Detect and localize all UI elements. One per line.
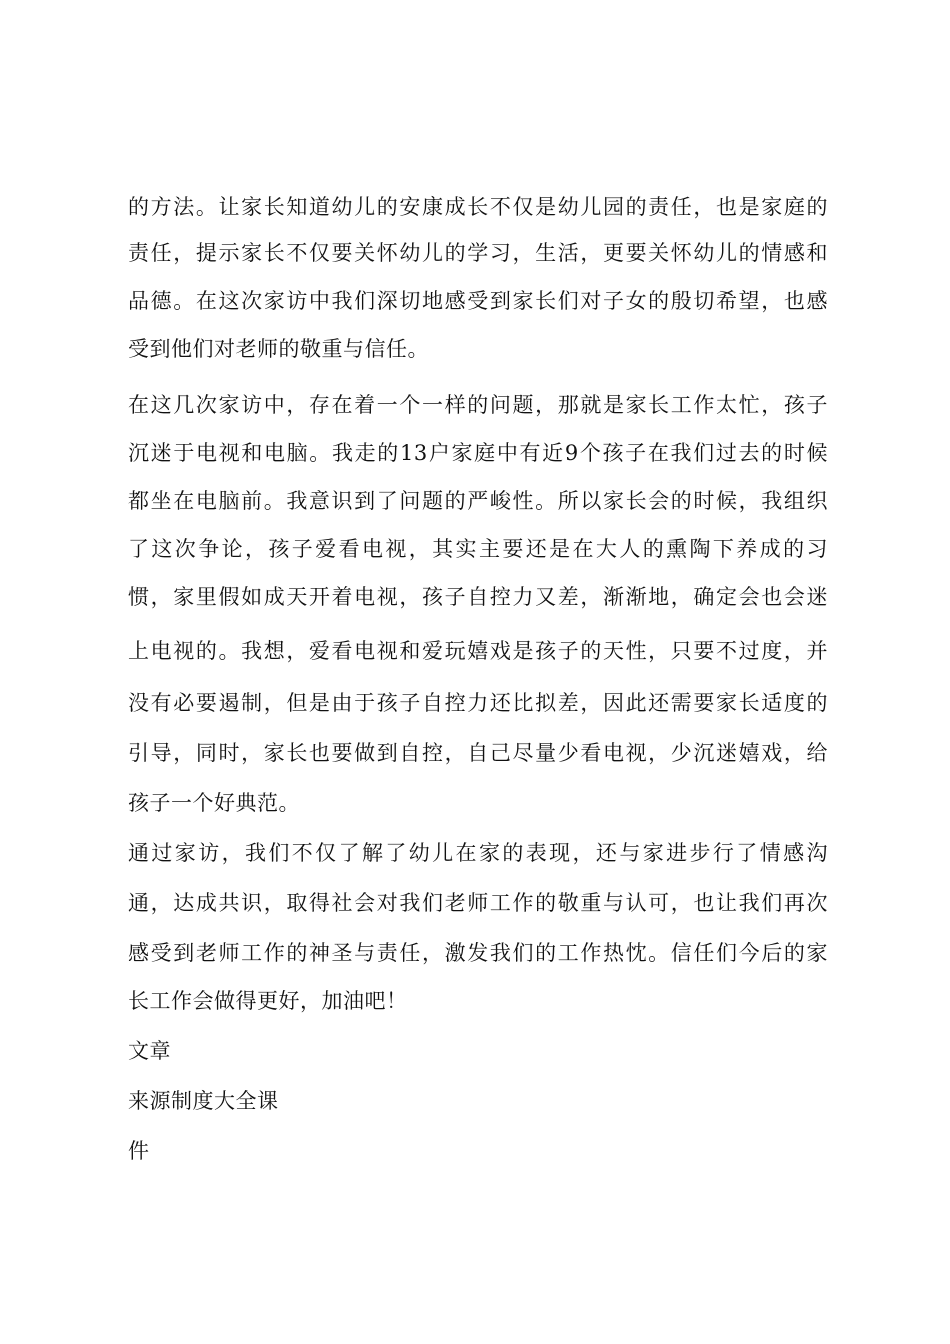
footer-line-2: 来源制度大全课 (128, 1089, 279, 1113)
paragraph-2-line-3: 都坐在电脑前。我意识到了问题的严峻性。所以家长会的时候，我组织 (128, 489, 828, 513)
paragraph-2-line-7: 没有必要遏制，但是由于孩子自控力还比拟差，因此还需要家长适度的 (128, 691, 828, 715)
paragraph-3-line-2: 通，达成共识，取得社会对我们老师工作的敬重与认可，也让我们再次 (128, 891, 828, 915)
paragraph-3-line-3: 感受到老师工作的神圣与责任，激发我们的工作热忱。信任们今后的家 (128, 941, 828, 965)
paragraph-1-line-1: 的方法。让家长知道幼儿的安康成长不仅是幼儿园的责任，也是家庭的 (128, 195, 828, 219)
paragraph-3-line-4: 长工作会做得更好，加油吧！ (128, 989, 408, 1013)
footer-line-3: 件 (128, 1139, 150, 1163)
paragraph-2-line-6: 上电视的。我想，爱看电视和爱玩嬉戏是孩子的天性，只要不过度，并 (128, 639, 828, 663)
paragraph-2-line-1: 在这几次家访中，存在着一个一样的问题，那就是家长工作太忙，孩子 (128, 393, 828, 417)
paragraph-2-line-4: 了这次争论，孩子爱看电视，其实主要还是在大人的熏陶下养成的习 (128, 537, 828, 561)
paragraph-2-line-8: 引导，同时，家长也要做到自控，自己尽量少看电视，少沉迷嬉戏，给 (128, 741, 828, 765)
paragraph-1-line-2: 责任，提示家长不仅要关怀幼儿的学习，生活，更要关怀幼儿的情感和 (128, 241, 828, 265)
paragraph-2-line-2: 沉迷于电视和电脑。我走的13户家庭中有近9个孩子在我们过去的时候 (128, 441, 828, 465)
paragraph-2-line-5: 惯，家里假如成天开着电视，孩子自控力又差，渐渐地，确定会也会迷 (128, 585, 828, 609)
paragraph-1-line-3: 品德。在这次家访中我们深切地感受到家长们对子女的殷切希望，也感 (128, 289, 828, 313)
paragraph-1-line-4: 受到他们对老师的敬重与信任。 (128, 337, 429, 361)
paragraph-2-line-9: 孩子一个好典范。 (128, 791, 300, 815)
footer-line-1: 文章 (128, 1039, 171, 1063)
paragraph-3-line-1: 通过家访，我们不仅了解了幼儿在家的表现，还与家进步行了情感沟 (128, 841, 828, 865)
